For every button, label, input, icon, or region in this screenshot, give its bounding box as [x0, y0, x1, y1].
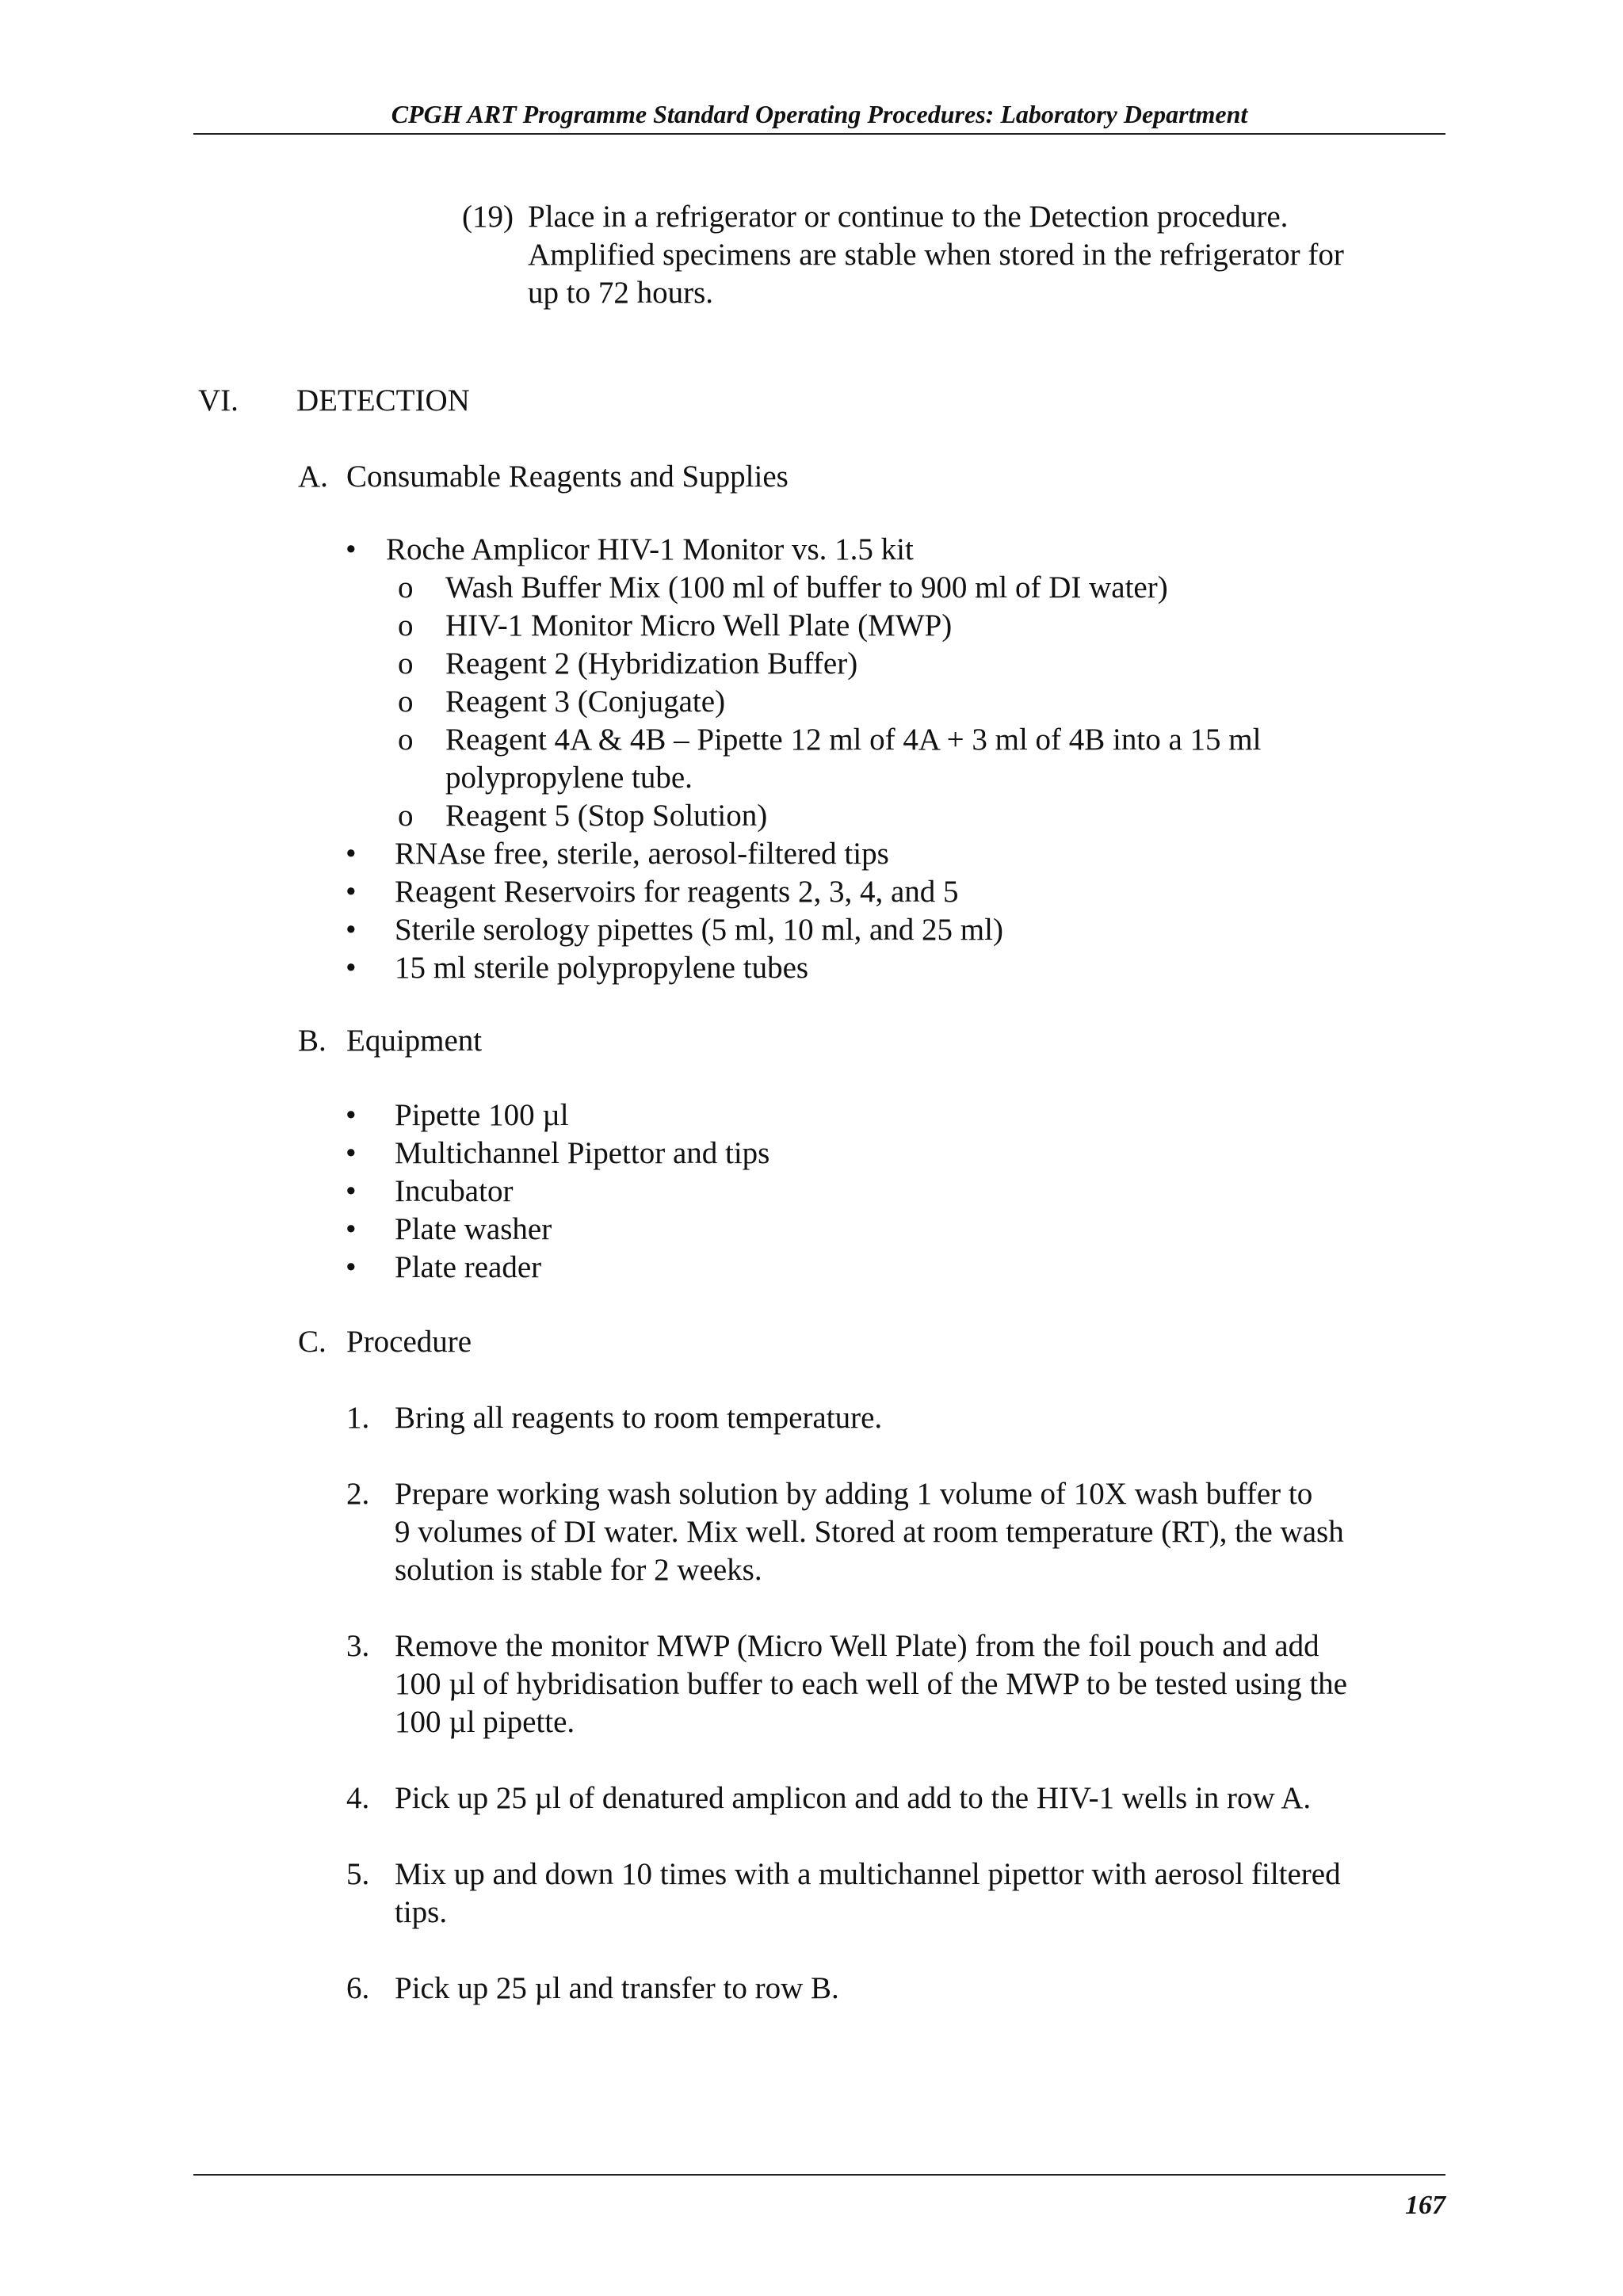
bullet-icon: • — [346, 1250, 357, 1284]
subsection-b-letter: B. — [298, 1024, 327, 1058]
supply-item: Sterile serology pipettes (5 ml, 10 ml, and 25 ml) — [395, 913, 1003, 947]
procedure-step-line: 9 volumes of DI water. Mix well. Stored at room temperature (RT), the wash — [395, 1515, 1344, 1549]
sub-bullet-icon: o — [398, 685, 414, 719]
bullet-icon: • — [346, 1136, 357, 1170]
section-numeral: VI. — [198, 383, 239, 418]
procedure-step-line: Bring all reagents to room temperature. — [395, 1401, 883, 1435]
subsection-a-title: Consumable Reagents and Supplies — [346, 460, 789, 494]
supply-item: RNAse free, sterile, aerosol-filtered tips — [395, 837, 889, 871]
sub-bullet-icon: o — [398, 646, 414, 681]
sub-bullet-icon: o — [398, 608, 414, 643]
kit-item: Wash Buffer Mix (100 ml of buffer to 900 ml of DI water) — [445, 570, 1168, 605]
supply-item: 15 ml sterile polypropylene tubes — [395, 951, 809, 985]
procedure-step-line: tips. — [395, 1895, 448, 1929]
supply-item: Reagent Reservoirs for reagents 2, 3, 4, and 5 — [395, 875, 959, 909]
bullet-icon: • — [346, 875, 357, 909]
step-19-line: up to 72 hours. — [528, 276, 713, 310]
procedure-step-number: 4. — [346, 1781, 370, 1815]
kit-item: HIV-1 Monitor Micro Well Plate (MWP) — [445, 608, 953, 643]
running-header: CPGH ART Programme Standard Operating Procedures: Laboratory Department — [391, 100, 1248, 128]
bullet-icon: • — [346, 837, 357, 871]
step-19-text — [528, 198, 1344, 312]
procedure-step-text — [395, 1779, 1311, 1817]
procedure-step-number: 2. — [346, 1477, 370, 1511]
procedure-step-text — [395, 1399, 882, 1437]
page-number: 167 — [1405, 2191, 1445, 2220]
procedure-step-line: Remove the monitor MWP (Micro Well Plate) from the foil pouch and add — [395, 1629, 1319, 1663]
kit-item-continuation: polypropylene tube. — [445, 761, 693, 795]
equipment-item: Pipette 100 µl — [395, 1098, 569, 1132]
procedure-step-number: 5. — [346, 1857, 370, 1891]
kit-item: Reagent 5 (Stop Solution) — [445, 799, 768, 833]
bullet-icon: • — [346, 532, 357, 566]
procedure-step-line: 100 µl of hybridisation buffer to each well of the MWP to be tested using the — [395, 1667, 1347, 1701]
bullet-icon: • — [346, 1212, 357, 1246]
procedure-step-text — [395, 1475, 1344, 1589]
procedure-step-line: solution is stable for 2 weeks. — [395, 1553, 762, 1587]
procedure-step-line: Pick up 25 µl of denatured amplicon and add to the HIV-1 wells in row A. — [395, 1781, 1312, 1815]
kit-name: Roche Amplicor HIV-1 Monitor vs. 1.5 kit — [386, 532, 914, 566]
subsection-c-letter: C. — [298, 1325, 327, 1359]
kit-item: Reagent 2 (Hybridization Buffer) — [445, 646, 858, 681]
footer-rule — [193, 2174, 1445, 2176]
procedure-step-line: Prepare working wash solution by adding 1 volume of 10X wash buffer to — [395, 1477, 1313, 1511]
procedure-step-number: 6. — [346, 1971, 370, 2005]
equipment-item: Incubator — [395, 1174, 514, 1208]
kit-item: Reagent 4A & 4B – Pipette 12 ml of 4A + 3 ml of 4B into a 15 ml — [445, 723, 1262, 757]
step-19-line: Amplified specimens are stable when stored in the refrigerator for — [528, 238, 1344, 272]
procedure-step-line: Mix up and down 10 times with a multichannel pipettor with aerosol filtered — [395, 1857, 1341, 1891]
subsection-b-title: Equipment — [346, 1024, 483, 1058]
procedure-step-line: 100 µl pipette. — [395, 1705, 575, 1739]
sub-bullet-icon: o — [398, 799, 414, 833]
sub-bullet-icon: o — [398, 570, 414, 605]
kit-item: Reagent 3 (Conjugate) — [445, 685, 726, 719]
procedure-step-number: 1. — [346, 1401, 370, 1435]
procedure-step-line: Pick up 25 µl and transfer to row B. — [395, 1971, 839, 2005]
bullet-icon: • — [346, 1098, 357, 1132]
bullet-icon: • — [346, 913, 357, 947]
procedure-step-text — [395, 1855, 1341, 1932]
step-19-number: (19) — [462, 200, 514, 234]
subsection-a-letter: A. — [298, 460, 328, 494]
equipment-item: Plate reader — [395, 1250, 542, 1284]
procedure-step-text — [395, 1970, 839, 2008]
step-19-line: Place in a refrigerator or continue to the Detection procedure. — [528, 200, 1289, 234]
subsection-c-title: Procedure — [346, 1325, 472, 1359]
bullet-icon: • — [346, 951, 357, 985]
procedure-step-text — [395, 1627, 1347, 1741]
procedure-step-number: 3. — [346, 1629, 370, 1663]
section-title: DETECTION — [296, 383, 470, 418]
header-rule — [193, 133, 1445, 135]
bullet-icon: • — [346, 1174, 357, 1208]
equipment-item: Plate washer — [395, 1212, 552, 1246]
sub-bullet-icon: o — [398, 723, 414, 757]
equipment-item: Multichannel Pipettor and tips — [395, 1136, 770, 1170]
